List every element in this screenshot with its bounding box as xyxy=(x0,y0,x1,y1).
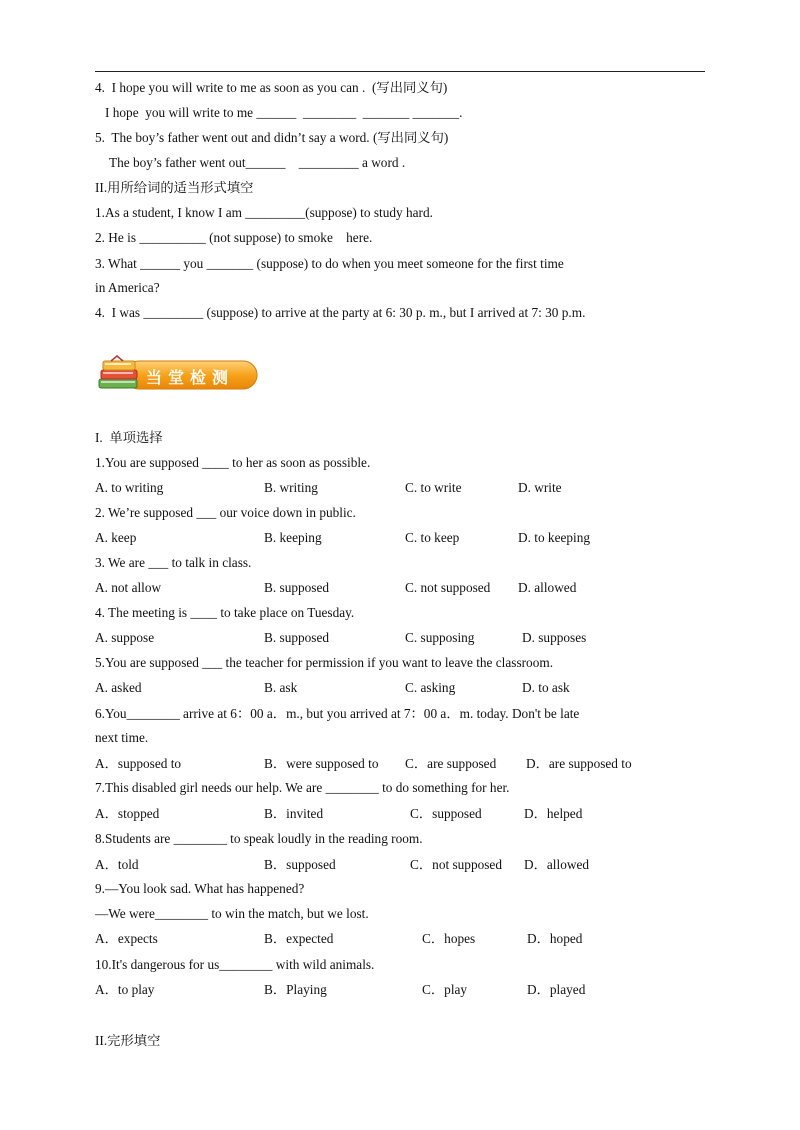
option-c: C. to write xyxy=(405,480,462,495)
question-stem-continued: next time. xyxy=(95,730,149,745)
option-b: B. supposed xyxy=(264,630,330,645)
question-stem: 4. The meeting is ____ to take place on Tuesday. xyxy=(95,605,355,620)
option-a: A．supposed to xyxy=(95,756,182,771)
question-4-answer-line: I hope you will write to me ______ ________ _______ _______. xyxy=(105,105,463,120)
option-a: A. suppose xyxy=(95,630,155,645)
question-4-stem: 4. I hope you will write to me as soon as you can . (写出同义句) xyxy=(95,80,448,95)
option-c: C．not supposed xyxy=(410,857,502,872)
option-a: A．to play xyxy=(95,982,155,997)
section-multiple-choice-heading: I. 单项选择 xyxy=(95,430,163,445)
fill-in-item: 2. He is __________ (not suppose) to smoke here. xyxy=(95,230,373,245)
option-d: D. to keeping xyxy=(518,530,591,545)
option-c: C. asking xyxy=(405,680,456,695)
fill-in-item: 4. I was _________ (suppose) to arrive at the party at 6: 30 p. m., but I arrived at 7: 30 p.m. xyxy=(95,305,586,320)
fill-in-item-continued: in America? xyxy=(95,280,160,295)
option-c: C．are supposed xyxy=(405,756,497,771)
question-stem: 3. We are ___ to talk in class. xyxy=(95,555,252,570)
option-b: B．Playing xyxy=(264,982,327,997)
section-badge-label: 当堂检测 xyxy=(146,368,235,387)
option-b: B. writing xyxy=(264,480,318,495)
question-stem: 6.You________ arrive at 6：00 a．m., but you arrived at 7：00 a．m. today. Don't be late xyxy=(95,706,580,721)
option-d: D. allowed xyxy=(518,580,577,595)
section-fill-in-heading: II.用所给词的适当形式填空 xyxy=(95,180,254,195)
question-stem: 9.—You look sad. What has happened? xyxy=(95,881,305,896)
question-stem: 2. We’re supposed ___ our voice down in public. xyxy=(95,505,356,520)
option-c: C. supposing xyxy=(405,630,475,645)
option-c: C．hopes xyxy=(422,931,476,946)
option-d: D．are supposed to xyxy=(526,756,632,771)
option-a: A. keep xyxy=(95,530,137,545)
question-stem-continued: —We were________ to win the match, but we lost. xyxy=(95,906,369,921)
option-d: D．helped xyxy=(524,806,583,821)
option-a: A. asked xyxy=(95,680,142,695)
question-stem: 5.You are supposed ___ the teacher for permission if you want to leave the classroom. xyxy=(95,655,554,670)
question-stem: 1.You are supposed ____ to her as soon as possible. xyxy=(95,455,371,470)
option-b: B．invited xyxy=(264,806,324,821)
books-icon xyxy=(99,356,137,388)
option-a: A．stopped xyxy=(95,806,160,821)
fill-in-item: 3. What ______ you _______ (suppose) to do when you meet someone for the first time xyxy=(95,256,564,271)
option-a: A. not allow xyxy=(95,580,162,595)
option-d: D．hoped xyxy=(527,931,583,946)
question-5-answer-line: The boy’s father went out______ _________ a word . xyxy=(109,155,406,170)
option-c: C. to keep xyxy=(405,530,460,545)
option-d: D. supposes xyxy=(522,630,587,645)
question-stem: 10.It's dangerous for us________ with wild animals. xyxy=(95,957,375,972)
option-b: B．expected xyxy=(264,931,334,946)
option-a: A．told xyxy=(95,857,139,872)
option-a: A. to writing xyxy=(95,480,164,495)
option-b: B. supposed xyxy=(264,580,330,595)
option-b: B．supposed xyxy=(264,857,336,872)
header-rule xyxy=(95,71,705,72)
option-c: C．play xyxy=(422,982,468,997)
section-cloze-heading: II.完形填空 xyxy=(95,1033,161,1048)
option-d: D．allowed xyxy=(524,857,589,872)
option-c: C．supposed xyxy=(410,806,482,821)
option-b: B．were supposed to xyxy=(264,756,379,771)
fill-in-item: 1.As a student, I know I am _________(suppose) to study hard. xyxy=(95,205,433,220)
option-b: B. keeping xyxy=(264,530,322,545)
question-5-stem: 5. The boy’s father went out and didn’t say a word. (写出同义句) xyxy=(95,130,449,145)
option-c: C. not supposed xyxy=(405,580,491,595)
question-stem: 8.Students are ________ to speak loudly in the reading room. xyxy=(95,831,423,846)
option-a: A．expects xyxy=(95,931,158,946)
option-d: D. to ask xyxy=(522,680,570,695)
option-d: D. write xyxy=(518,480,562,495)
option-b: B. ask xyxy=(264,680,298,695)
question-stem: 7.This disabled girl needs our help. We are ________ to do something for her. xyxy=(95,780,510,795)
option-d: D．played xyxy=(527,982,586,997)
